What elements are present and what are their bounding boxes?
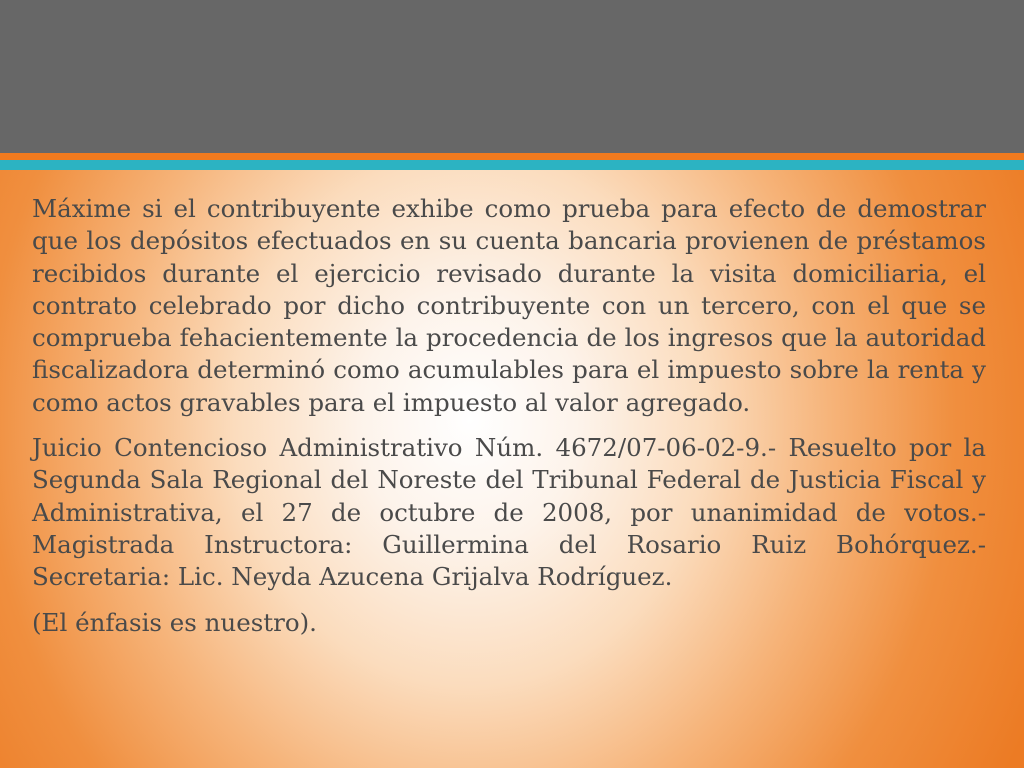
paragraph-main-text: Máxime si el contribuyente exhibe como prueba para efecto de demostrar que los depósitos efectuados en su cuenta bancaria provienen de préstamos recibidos durante el ejercicio revisado durante la visita domiciliaria, el contrato celebrado por dicho contribuyente con un tercero, con el que se comprueba fehacientemente la procedencia de los ingresos que la autoridad fiscalizadora determinó como acumulables para el impuesto sobre la renta y como actos gravables para el impuesto al valor agregado. (32, 194, 986, 417)
paragraph-case-citation: Juicio Contencioso Administrativo Núm. 4672/07-06-02-9.- Resuelto por la Segunda Sala Regional del Noreste del Tribunal Federal de Justicia Fiscal y Administrativa, el 27 de octubre de 2008, por unanimidad de votos.- Magistrada Instructora: Guillermina del Rosario Ruiz Bohórquez.- Secretaria: Lic. Neyda Azucena Grijalva Rodríguez. (32, 433, 986, 592)
slide-body (32, 193, 986, 652)
orange-accent-stripe (0, 153, 1024, 160)
header-band (0, 0, 1024, 153)
paragraph-emphasis-note: (El énfasis es nuestro). (32, 607, 317, 637)
teal-accent-stripe (0, 160, 1024, 170)
